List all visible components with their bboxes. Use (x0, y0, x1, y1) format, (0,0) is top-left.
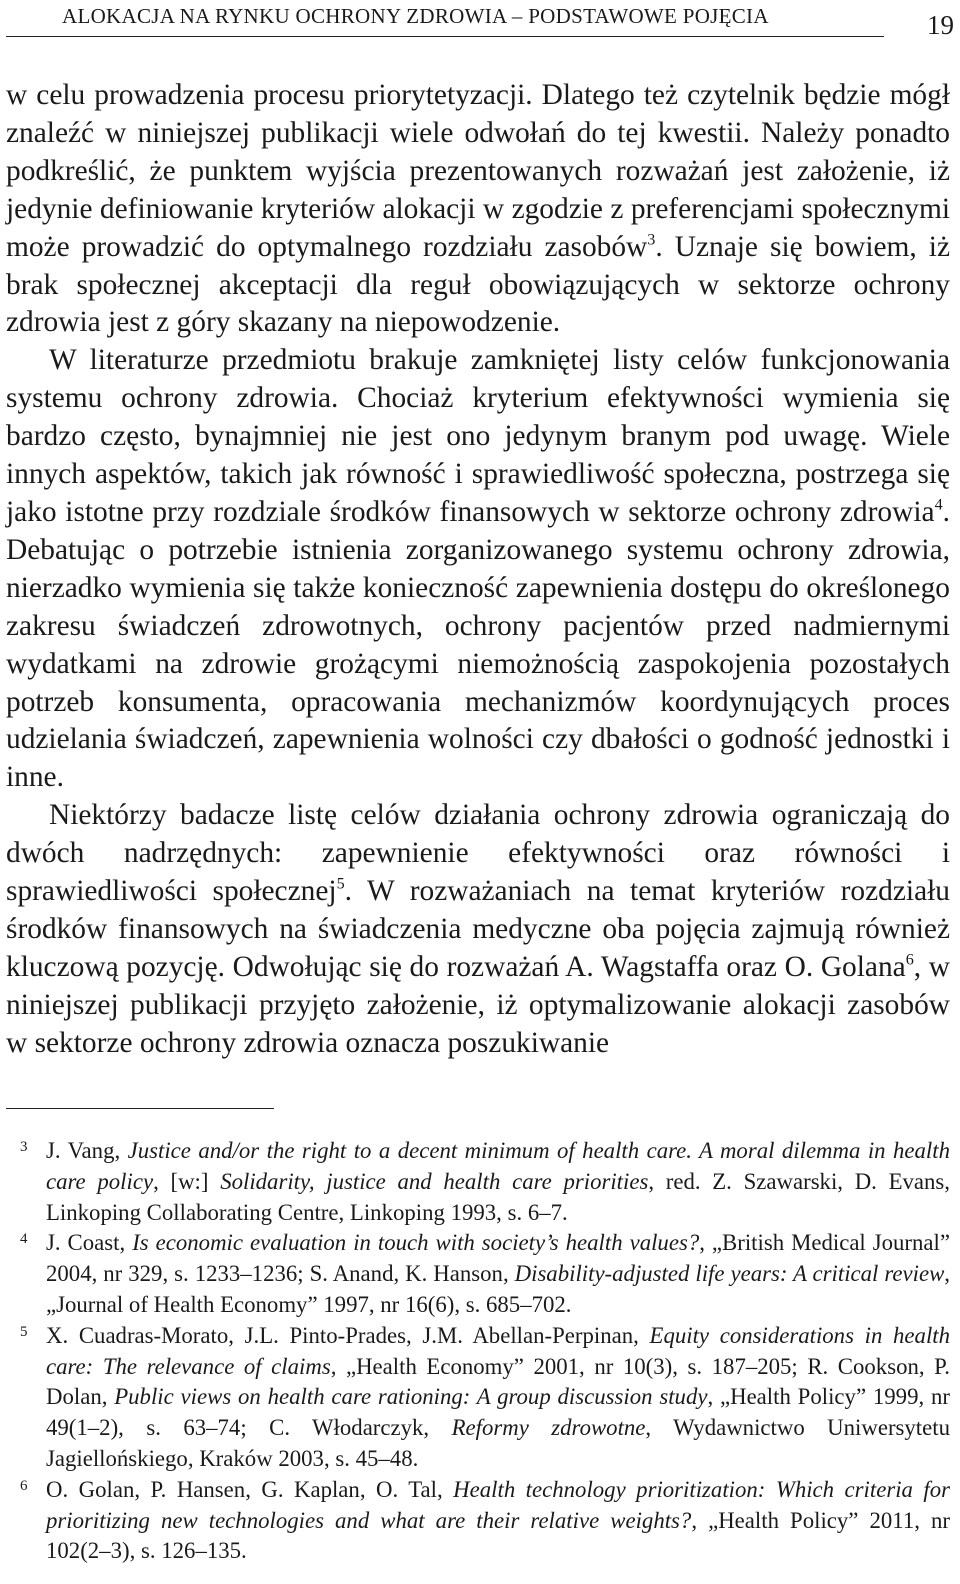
paragraph-2-text-a: W literaturze przedmiotu brakuje zamkniętej listy celów funkcjonowania systemu ochrony zdrowia. Chociaż kryterium efektywności wymienia się bardzo często, bynajmniej nie jest ono jedynym branym pod uwagę. Wiele innych aspektów, takich jak równość i sprawiedliwość społeczna, postrzega się jako istotne przy rozdziale środków finansowych w sektorze ochrony zdrowia (6, 344, 950, 528)
footnote-title: Health technology prioritization: Which criteria for prioritizing new technologies and what are their relative weights? (46, 1476, 950, 1533)
page-number: 19 (927, 10, 954, 40)
footnote-title: Disability-adjusted life years: A critical review (514, 1261, 945, 1287)
footnote-text: J. Coast, (46, 1230, 133, 1256)
footnote-text: O. Golan, P. Hansen, G. Kaplan, O. Tal, (46, 1476, 454, 1502)
running-title: ALOKACJA NA RYNKU OCHRONY ZDROWIA – PODSTAWOWE POJĘCIA (62, 4, 769, 28)
footnote-title: Equity considerations in health care: The relevance of claims (46, 1322, 951, 1379)
paragraph-3-text-b: . W rozważaniach na temat kryteriów rozdziału środków finansowych na świadczenia medyczne oba pojęcia zajmują również kluczową pozycję. Odwołując się do rozważań A. Wagstaffa oraz O. Golana (6, 875, 950, 983)
footnote-text: , Wydawnictwo Uniwersytetu Jagiellońskiego, Kraków 2003, s. 45–48. (46, 1415, 950, 1471)
footnote-3 (6, 1136, 950, 1228)
footnote-text: , „Health Policy” 2011, nr 102(2–3), s. 126–135. (46, 1507, 950, 1564)
paragraph-3 (6, 797, 950, 1062)
footnote-title: Justice and/or the right to a decent minimum of health care. A moral dilemma in health care policy (46, 1138, 951, 1194)
footnote-number: 5 (20, 1323, 28, 1340)
footnote-number: 4 (20, 1231, 28, 1248)
running-header (6, 0, 954, 42)
paragraph-2 (6, 342, 950, 797)
footnote-title: Solidarity, justice and health care priorities (220, 1168, 649, 1194)
footnote-title: Is economic evaluation in touch with society’s health values? (132, 1230, 700, 1256)
footnote-number: 3 (20, 1139, 28, 1155)
footnote-text: , „British Medical Journal” 2004, nr 329, s. 1233–1236; S. Anand, K. Hanson, (46, 1230, 950, 1287)
footnote-ref-3[interactable]: 3 (647, 231, 656, 249)
paragraph-3-text-a: Niektórzy badacze listę celów działania ochrony zdrowia ograniczają do dwóch nadrzędnych: zapewnienie efektywności oraz równości i sprawiedliwości społecznej (6, 799, 950, 908)
footnote-text: X. Cuadras-Morato, J.L. Pinto-Prades, J.M. Abellan-Perpinan, (46, 1322, 650, 1348)
footnote-title: Reformy zdrowotne (451, 1415, 646, 1441)
footnote-text: , red. Z. Szawarski, D. Evans, Linkoping Collaborating Centre, Linkoping 1993, s. 6–7. (46, 1168, 950, 1225)
paragraph-1 (6, 77, 950, 342)
header-rule (6, 36, 884, 37)
footnote-ref-5[interactable]: 5 (336, 875, 345, 893)
footnote-5 (6, 1321, 950, 1475)
footnote-text: , [w:] (153, 1168, 221, 1194)
footnote-text: , „Health Policy” 1999, nr 49(1–2), s. 63–74; C. Włodarczyk, (46, 1384, 950, 1441)
footnote-separator (6, 1108, 274, 1109)
footnote-ref-6[interactable]: 6 (905, 951, 914, 969)
footnote-ref-4[interactable]: 4 (934, 496, 943, 514)
main-text (6, 77, 950, 1063)
footnotes (6, 1136, 950, 1567)
footnote-text: J. Vang, (46, 1138, 128, 1163)
footnote-6 (6, 1475, 950, 1567)
footnote-text: , „Health Economy” 2001, nr 10(3), s. 187–205; R. Cookson, P. Dolan, (46, 1353, 950, 1410)
footnote-number: 6 (20, 1477, 28, 1494)
paragraph-1-text-b: . Uznaje się bowiem, iż brak społecznej akceptacji dla reguł obowiązujących w sektorze ochrony zdrowia jest z góry skazany na niepowodzenie. (6, 230, 950, 339)
paragraph-2-text-b: . Debatując o potrzebie istnienia zorganizowanego systemu ochrony zdrowia, nierzadko wymienia się także konieczność zapewnienia dostępu do określonego zakresu świadczeń zdrowotnych, ochrony pacjentów przed nadmiernymi wydatkami na zdrowie grożącymi niemożnością zaspokojenia pozostałych potrzeb konsumenta, opracowania mechanizmów koordynujących proces udzielania świadczeń, zapewnienia wolności czy dbałości o godność jednostki i inne. (6, 495, 950, 794)
paragraph-1-text-a: w celu prowadzenia procesu priorytetyzacji. Dlatego też czytelnik będzie mógł znaleźć w niniejszej publikacji wiele odwołań do tej kwestii. Należy ponadto podkreślić, że punktem wyjścia prezentowanych rozważań jest założenie, iż jedynie definiowanie kryteriów alokacji w zgodzie z preferencjami społecznymi może prowadzić do optymalnego rozdziału zasobów (6, 79, 950, 263)
footnote-text: , „Journal of Health Economy” 1997, nr 16(6), s. 685–702. (46, 1261, 950, 1317)
footnote-4 (6, 1228, 950, 1320)
footnote-title: Public views on health care rationing: A group discussion study (114, 1384, 708, 1410)
paragraph-3-text-c: , w niniejszej publikacji przyjęto założenie, iż optymalizowanie alokacji zasobów w sektorze ochrony zdrowia oznacza poszukiwanie (6, 950, 951, 1059)
